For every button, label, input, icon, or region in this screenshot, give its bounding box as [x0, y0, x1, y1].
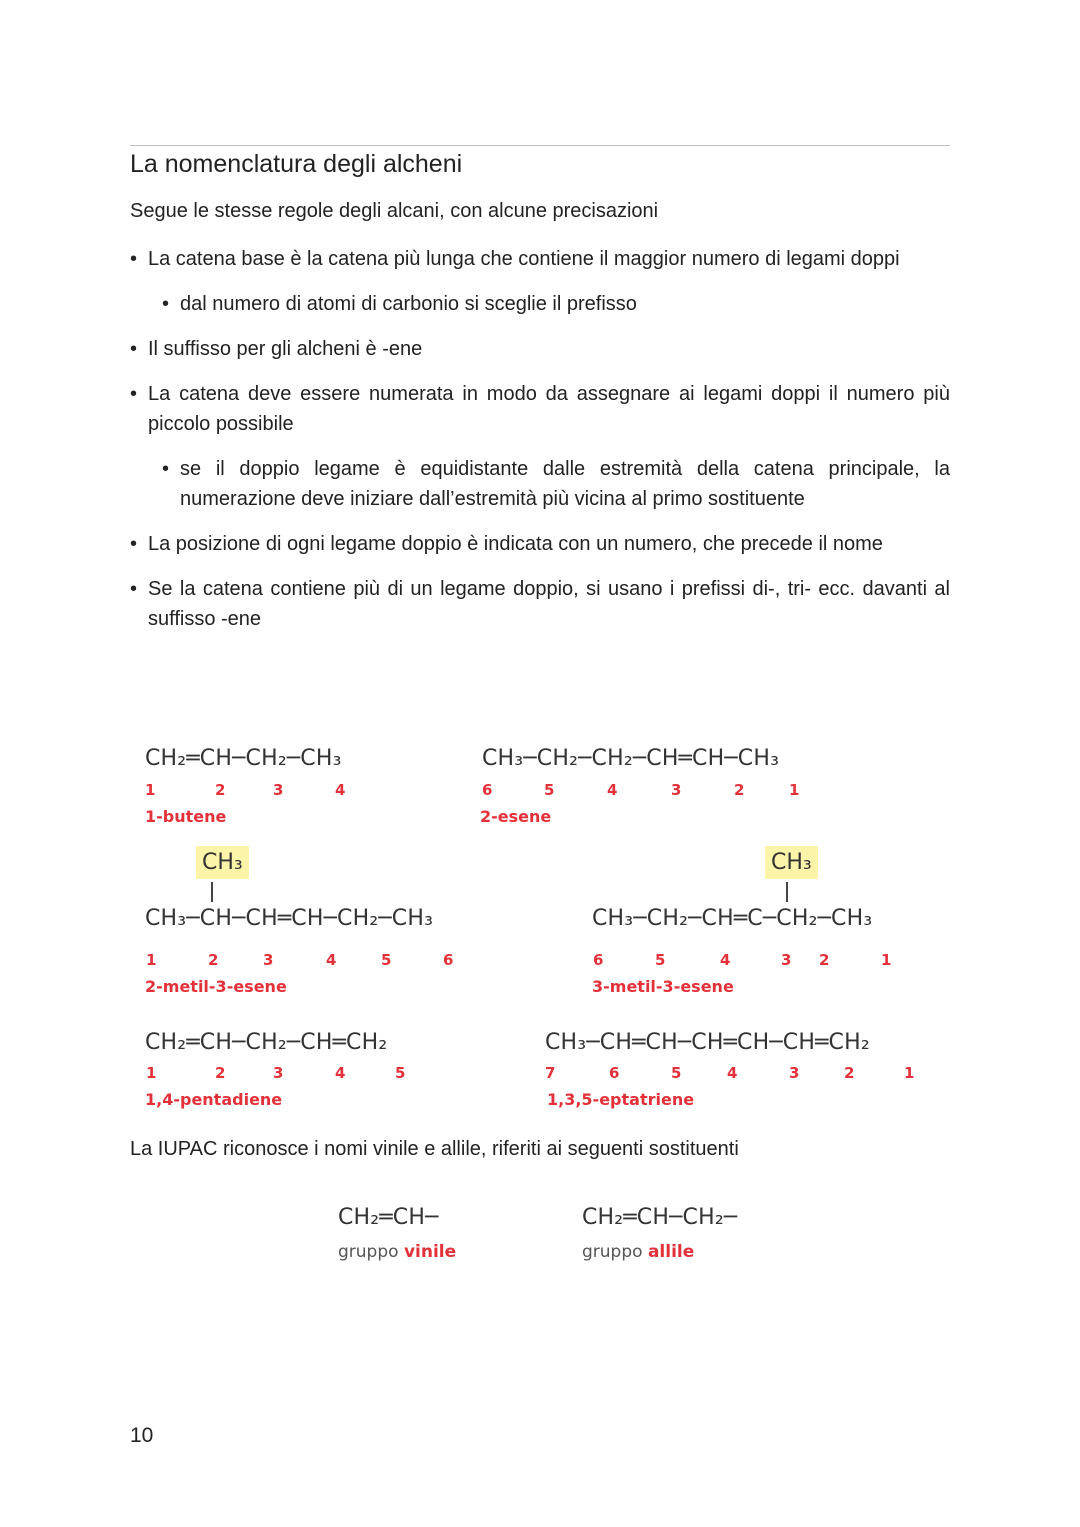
page-number: 10	[130, 1424, 154, 1447]
eptatriene-formula: CH₃─CH═CH─CH═CH─CH═CH₂	[545, 1030, 870, 1055]
carbon-number: 1	[789, 781, 800, 799]
esene-formula: CH₃─CH₂─CH₂─CH═CH─CH₃	[482, 746, 780, 771]
rule-item: • La catena base è la catena più lunga che contiene il maggior numero di legami doppi	[130, 244, 950, 274]
metil2-formula: CH₃─CH─CH═CH─CH₂─CH₃	[145, 906, 434, 931]
carbon-number: 1	[881, 951, 892, 969]
bullet-icon: •	[162, 458, 170, 480]
carbon-number: 5	[381, 951, 392, 969]
vinyl-name: vinile	[403, 1242, 457, 1262]
carbon-number: 4	[335, 781, 346, 799]
carbon-number: 1	[146, 951, 157, 969]
carbon-number: 6	[482, 781, 493, 799]
rule-subitem: • dal numero di atomi di carbonio si sceglie il prefisso	[130, 289, 950, 319]
bullet-icon: •	[130, 383, 138, 405]
carbon-number: 7	[545, 1064, 556, 1082]
carbon-number: 2	[819, 951, 830, 969]
carbon-number: 3	[273, 781, 284, 799]
compound-name: 1,4-pentadiene	[145, 1090, 283, 1109]
allyl-label: gruppo allile	[582, 1242, 695, 1262]
carbon-number: 4	[326, 951, 337, 969]
carbon-number: 1	[904, 1064, 915, 1082]
carbon-number: 5	[395, 1064, 406, 1082]
bond-line	[786, 882, 788, 902]
carbon-number: 4	[335, 1064, 346, 1082]
carbon-number: 2	[215, 781, 226, 799]
rule-item: • La posizione di ogni legame doppio è indicata con un numero, che precede il nome	[130, 529, 950, 559]
header-rule	[130, 145, 950, 146]
carbon-number: 6	[593, 951, 604, 969]
carbon-number: 3	[789, 1064, 800, 1082]
carbon-number: 3	[273, 1064, 284, 1082]
substituent-highlight: CH₃	[196, 846, 249, 879]
carbon-number: 1	[146, 1064, 157, 1082]
carbon-number: 3	[781, 951, 792, 969]
compound-name: 3-metil-3-esene	[592, 977, 734, 996]
compound-name: 2-metil-3-esene	[145, 977, 287, 996]
carbon-number: 6	[443, 951, 454, 969]
carbon-number: 3	[671, 781, 682, 799]
carbon-number: 2	[734, 781, 745, 799]
vinyl-label: gruppo vinile	[338, 1242, 457, 1262]
carbon-number: 2	[208, 951, 219, 969]
carbon-number: 1	[145, 781, 156, 799]
allyl-name: allile	[647, 1242, 695, 1262]
carbon-number: 5	[544, 781, 555, 799]
rule-item: • Se la catena contiene più di un legame doppio, si usano i prefissi di-, tri- ecc. davanti al suffisso -ene	[130, 574, 950, 634]
compound-name: 1,3,5-eptatriene	[547, 1090, 695, 1109]
carbon-number: 4	[607, 781, 618, 799]
bullet-icon: •	[130, 578, 138, 600]
bullet-icon: •	[130, 533, 138, 555]
carbon-number: 2	[844, 1064, 855, 1082]
carbon-number: 4	[720, 951, 731, 969]
bullet-icon: •	[162, 293, 170, 315]
rule-item: • Il suffisso per gli alcheni è -ene	[130, 334, 950, 364]
metil3-formula: CH₃─CH₂─CH═C─CH₂─CH₃	[592, 906, 873, 931]
pentadiene-formula: CH₂═CH─CH₂─CH═CH₂	[145, 1030, 388, 1055]
compound-name: 2-esene	[480, 807, 552, 826]
rule-subitem: • se il doppio legame è equidistante dalle estremità della catena principale, la numerazione deve iniziare dall’estremità più vicina al primo sostituente	[130, 454, 950, 514]
compound-name: 1-butene	[145, 807, 227, 826]
rule-item: • La catena deve essere numerata in modo da assegnare ai legami doppi il numero più piccolo possibile	[130, 379, 950, 439]
iupac-note: La IUPAC riconosce i nomi vinile e allile, riferiti ai seguenti sostituenti	[130, 1138, 739, 1160]
allyl-formula: CH₂═CH─CH₂─	[582, 1205, 738, 1230]
vinyl-formula: CH₂═CH─	[338, 1205, 439, 1230]
rules-list	[130, 244, 950, 649]
page-title: La nomenclatura degli alcheni	[130, 150, 463, 178]
carbon-number: 3	[263, 951, 274, 969]
bullet-icon: •	[130, 338, 138, 360]
carbon-number: 5	[655, 951, 666, 969]
butene-formula: CH₂═CH─CH₂─CH₃	[145, 746, 342, 771]
carbon-number: 4	[727, 1064, 738, 1082]
carbon-number: 6	[609, 1064, 620, 1082]
carbon-number: 5	[671, 1064, 682, 1082]
bullet-icon: •	[130, 248, 138, 270]
bond-line	[211, 882, 213, 902]
intro-text: Segue le stesse regole degli alcani, con alcune precisazioni	[130, 200, 659, 222]
carbon-number: 2	[215, 1064, 226, 1082]
substituent-highlight: CH₃	[765, 846, 818, 879]
